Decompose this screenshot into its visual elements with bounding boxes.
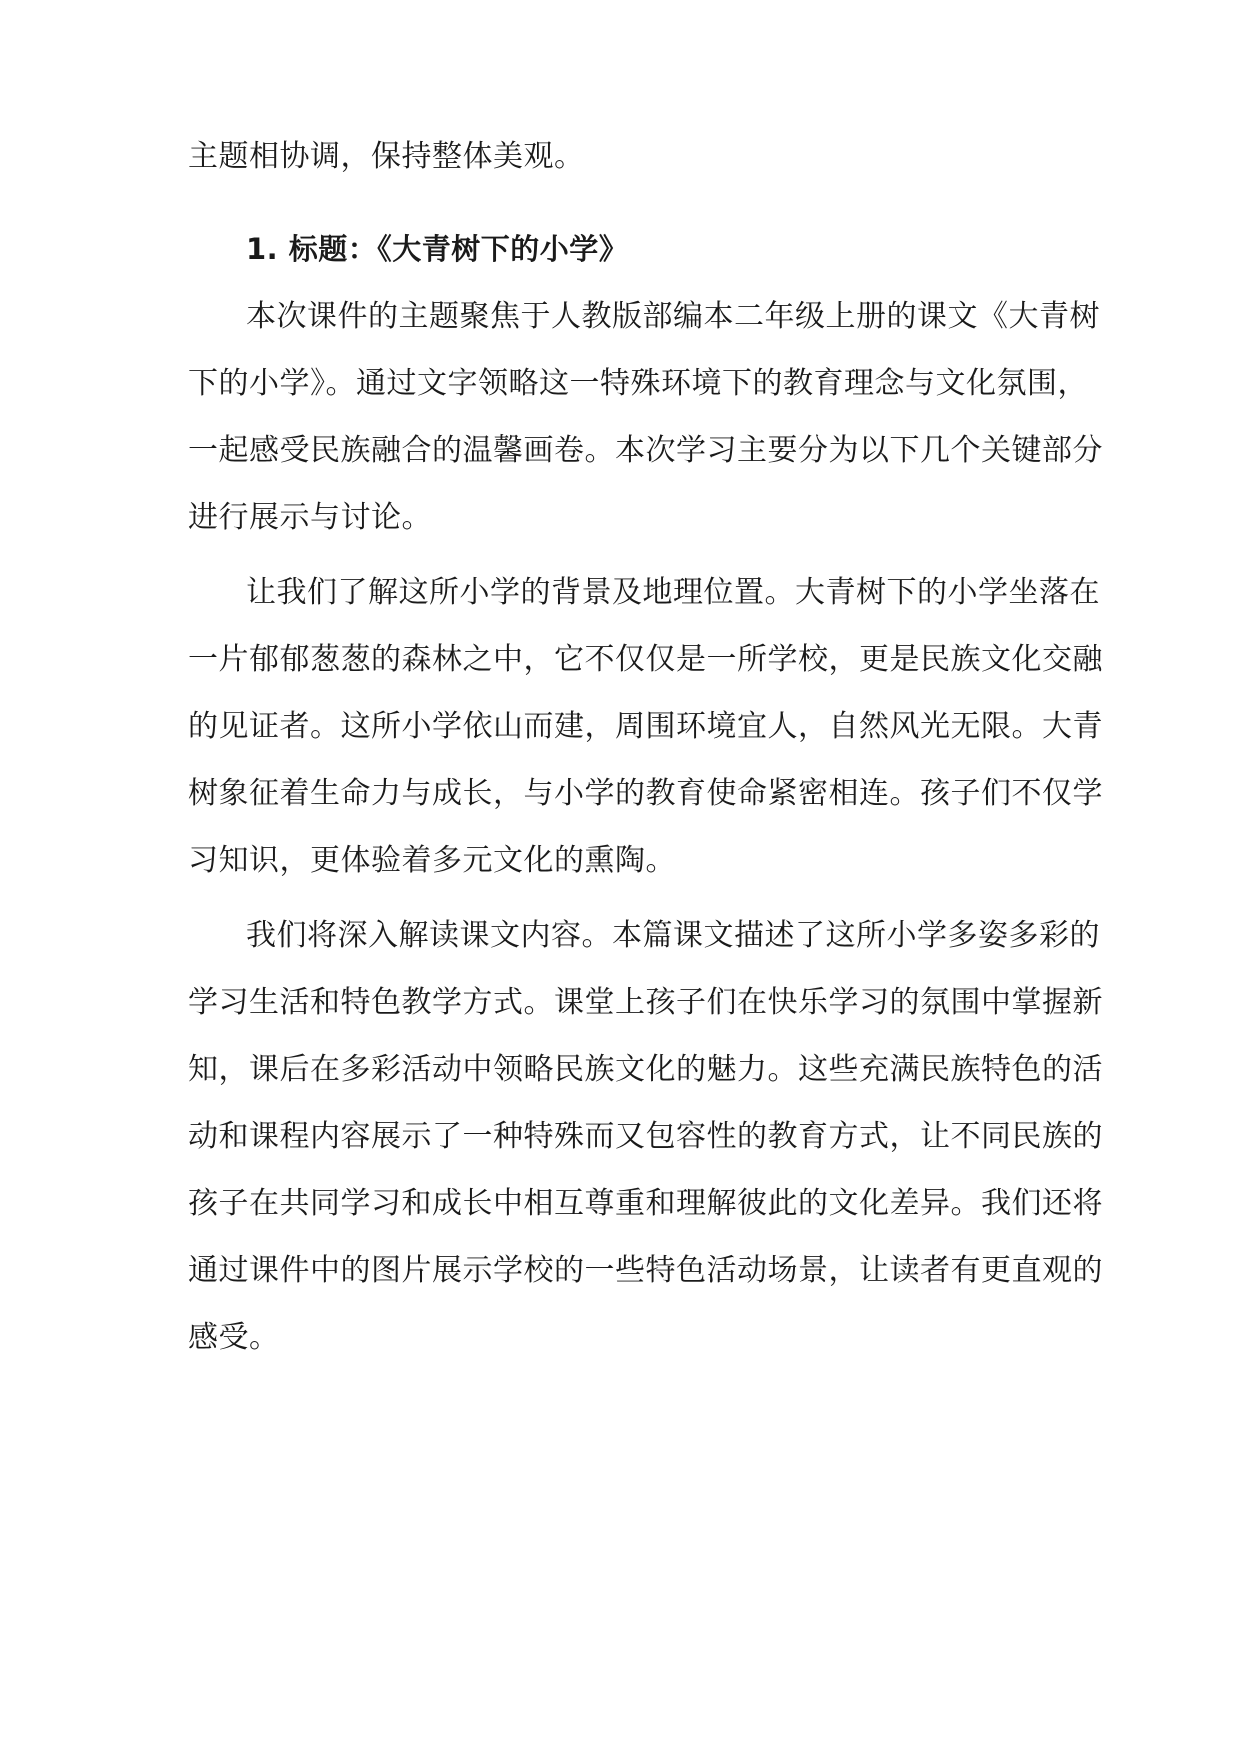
paragraph-line: 让我们了解这所小学的背景及地理位置。大青树下的小学坐落在	[246, 575, 1100, 610]
paragraph-line: 学习生活和特色教学方式。课堂上孩子们在快乐学习的氛围中掌握新	[188, 985, 1103, 1020]
paragraph-line: 树象征着生命力与成长，与小学的教育使命紧密相连。孩子们不仅学	[188, 776, 1103, 811]
paragraph-line: 一起感受民族融合的温馨画卷。本次学习主要分为以下几个关键部分	[188, 433, 1103, 468]
paragraph-line: 动和课程内容展示了一种特殊而又包容性的教育方式，让不同民族的	[188, 1119, 1103, 1154]
paragraph-line: 的见证者。这所小学依山而建，周围环境宜人，自然风光无限。大青	[188, 709, 1103, 744]
paragraph-line: 本次课件的主题聚焦于人教版部编本二年级上册的课文《大青树	[246, 299, 1100, 334]
paragraph-line: 下的小学》。通过文字领略这一特殊环境下的教育理念与文化氛围，	[188, 366, 1088, 401]
paragraph-line: 知，课后在多彩活动中领略民族文化的魅力。这些充满民族特色的活	[188, 1052, 1103, 1087]
paragraph-line: 感受。	[188, 1320, 280, 1355]
paragraph-line: 一片郁郁葱葱的森林之中，它不仅仅是一所学校，更是民族文化交融	[188, 642, 1103, 677]
paragraph-line: 我们将深入解读课文内容。本篇课文描述了这所小学多姿多彩的	[246, 918, 1100, 953]
section-heading: 1. 标题：《大青树下的小学》	[246, 232, 629, 266]
intro-tail-line: 主题相协调，保持整体美观。	[188, 139, 585, 174]
paragraph-line: 孩子在共同学习和成长中相互尊重和理解彼此的文化差异。我们还将	[188, 1186, 1103, 1221]
paragraph-line: 进行展示与讨论。	[188, 500, 432, 535]
paragraph-line: 通过课件中的图片展示学校的一些特色活动场景，让读者有更直观的	[188, 1253, 1103, 1288]
paragraph-line: 习知识，更体验着多元文化的熏陶。	[188, 843, 676, 878]
